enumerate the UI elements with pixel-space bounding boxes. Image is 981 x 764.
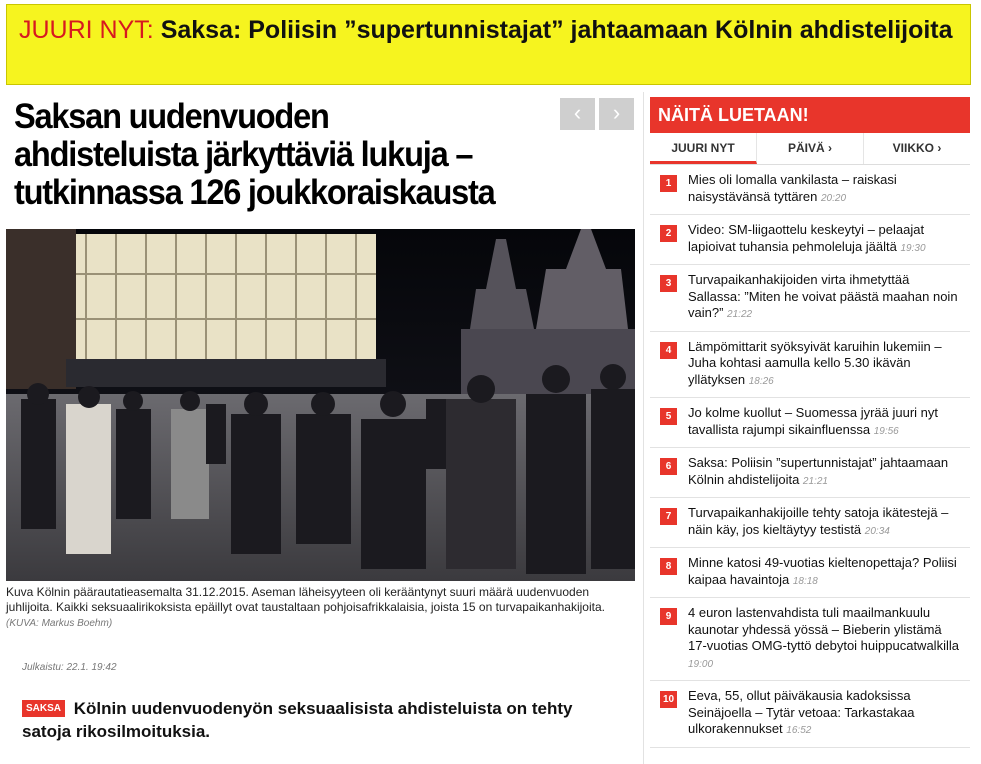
rank-badge: 3 [660, 275, 677, 292]
rank-badge: 1 [660, 175, 677, 192]
list-item[interactable] [650, 398, 970, 448]
rank-badge: 9 [660, 608, 677, 625]
list-item-text[interactable]: Eeva, 55, ollut päiväkausia kadoksissa Seinäjoella – Tytär vetoaa: Tarkastakaa ulkorakennukset [688, 688, 915, 736]
list-item-text[interactable]: Lämpömittarit syöksyivät karuihin lukemiin – Juha kohtasi aamulla kello 5.30 ikävän yllätyksen [688, 338, 942, 387]
tab-paiva[interactable]: PÄIVÄ › [757, 133, 864, 164]
breaking-news-tag: JUURI NYT: [19, 16, 154, 44]
most-read-sidebar [650, 97, 970, 748]
next-article-button[interactable]: › [599, 98, 634, 130]
list-item-text[interactable]: Video: SM-liigaottelu keskeytyi – pelaajat lapioivat tuhansia pehmoleluja jäältä [688, 222, 925, 254]
most-read-tabs [650, 133, 970, 165]
article-pager [560, 98, 634, 130]
list-item[interactable] [650, 215, 970, 265]
tab-viikko[interactable]: VIIKKO › [864, 133, 970, 164]
list-item[interactable] [650, 681, 970, 748]
column-divider [643, 92, 644, 764]
prev-article-button[interactable]: ‹ [560, 98, 595, 130]
list-item-text[interactable]: Jo kolme kuollut – Suomessa jyrää juuri nyt tavallista rajumpi sikainfluenssa [688, 405, 939, 437]
list-item-time: 21:22 [727, 309, 753, 320]
rank-badge: 7 [660, 508, 677, 525]
list-item[interactable] [650, 448, 970, 498]
list-item-time: 19:56 [873, 425, 899, 437]
rank-badge: 10 [660, 691, 677, 708]
list-item-text[interactable]: Turvapaikanhakijoille tehty satoja ikätestejä – näin käy, jos kieltäytyy testistä [688, 505, 949, 537]
list-item[interactable] [650, 332, 970, 399]
article-lead-text: Kölnin uudenvuodenyön seksuaalisista ahdisteluista on tehty satoja rikosilmoituksia. [22, 699, 573, 741]
article-lead [22, 697, 602, 743]
list-item-time: 19:00 [688, 658, 714, 670]
breaking-news-text[interactable]: Saksa: Poliisin ”supertunnistajat” jahtaamaan Kölnin ahdistelijoita [160, 16, 953, 44]
list-item-text[interactable]: Minne katosi 49-vuotias kieltenopettaja? Poliisi kaipaa havaintoja [688, 555, 957, 587]
list-item-time: 21:21 [802, 475, 828, 487]
rank-badge: 8 [660, 558, 677, 575]
list-item-time: 20:34 [864, 525, 890, 537]
article-photo [6, 229, 635, 581]
most-read-title: NÄITÄ LUETAAN! [650, 97, 970, 133]
rank-badge: 4 [660, 342, 677, 359]
list-item-text[interactable]: Saksa: Poliisin ”supertunnistajat” jahtaamaan Kölnin ahdistelijoita [688, 455, 949, 487]
published-date: Julkaistu: 22.1. 19:42 [22, 662, 117, 673]
breaking-news-banner[interactable] [6, 4, 971, 85]
list-item-time: 18:26 [748, 375, 774, 387]
rank-badge: 5 [660, 408, 677, 425]
list-item[interactable] [650, 548, 970, 598]
tab-juuri-nyt[interactable]: JUURI NYT [650, 133, 757, 164]
rank-badge: 2 [660, 225, 677, 242]
list-item-text[interactable]: 4 euron lastenvahdista tuli maailmankuulu kaunotar yhdessä yössä – Bieberin ylistämä 17-vuotias OMG-tyttö debytoi huippucatwalkilla [688, 605, 959, 653]
list-item[interactable] [650, 265, 970, 332]
photo-credit: (KUVA: Markus Boehm) [6, 618, 113, 629]
list-item[interactable] [650, 498, 970, 548]
list-item-text[interactable]: Turvapaikanhakijoiden virta ihmetyttää Sallassa: ”Miten he voivat päästä maahan noin vain?” [688, 272, 958, 320]
photo-caption [6, 585, 636, 631]
list-item-time: 18:18 [792, 575, 818, 587]
list-item[interactable] [650, 598, 970, 681]
photo-caption-text: Kuva Kölnin päärautatieasemalta 31.12.2015. Aseman läheisyyteen oli kerääntynyt suuri määrä uudenvuoden juhlijoita. Kaikki seksuaalirikoksista epäillyt ovat taustaltaan pohjoisafrikkalaisia, joista 15 on turvapaikanhakijoita. [6, 585, 605, 614]
list-item-time: 20:20 [820, 192, 847, 204]
list-item-time: 19:30 [900, 242, 926, 254]
most-read-list [650, 165, 970, 748]
list-item[interactable] [650, 165, 970, 215]
article-headline: Saksan uudenvuoden ahdisteluista järkyttäviä lukuja – tutkinnassa 126 joukkoraiskausta [14, 97, 495, 212]
rank-badge: 6 [660, 458, 677, 475]
list-item-time: 16:52 [786, 725, 812, 736]
list-item-text[interactable]: Mies oli lomalla vankilasta – raiskasi naisystävänsä tyttären [688, 172, 897, 204]
section-badge[interactable]: SAKSA [22, 700, 65, 717]
